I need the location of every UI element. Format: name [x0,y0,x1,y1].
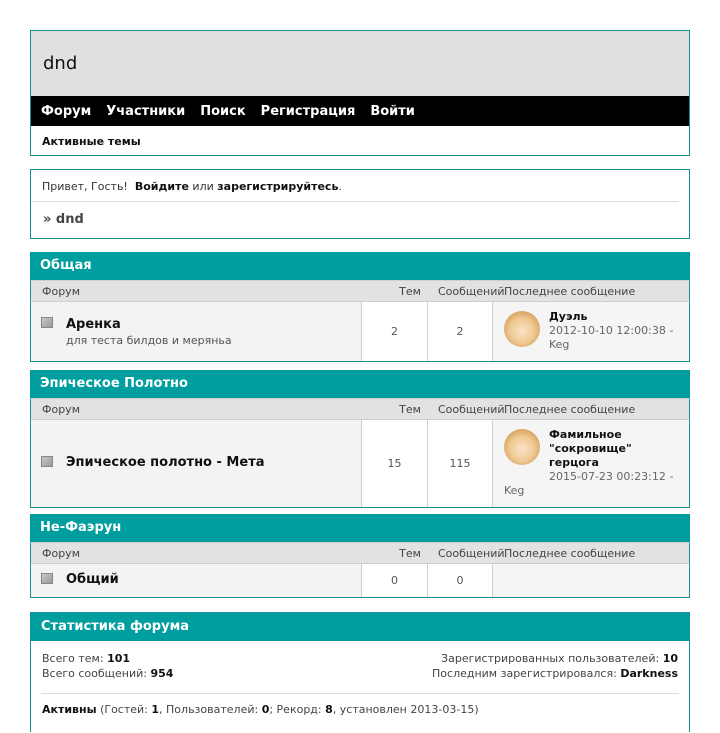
topics-count: 15 [362,420,428,507]
last-post-date: 2015-07-23 00:23:12 - [549,470,674,483]
col-last-post: Последнее сообщение [504,285,636,298]
category-epic [30,370,690,508]
posts-count: 0 [428,564,493,597]
total-topics-value: 101 [107,652,131,665]
last-post-cell [493,564,689,597]
column-header [30,280,690,302]
record-value: 8 [325,703,333,716]
last-post-cell [493,420,689,507]
guests-label: (Гостей: [100,703,148,716]
col-last-post: Последнее сообщение [504,547,636,560]
forum-stats [30,612,690,732]
col-posts: Сообщений [438,403,505,416]
category-non-faerun [30,514,690,598]
forum-name[interactable]: Эпическое полотно - Мета [66,455,265,470]
welcome-box [30,169,690,239]
column-header [30,398,690,420]
record-date-label: , установлен [332,703,407,716]
forum-status-icon [41,317,53,328]
col-topics: Тем [399,547,421,560]
forum-row [30,420,690,508]
forum-status-icon [41,456,53,467]
main-nav [31,96,689,126]
last-registered-label: Последним зарегистрировался: [432,667,617,680]
forum-status-icon [41,573,53,584]
forum-cell [31,564,362,597]
total-topics [42,652,130,665]
login-link[interactable]: Войдите [134,180,189,193]
last-post-title[interactable] [549,428,632,470]
stats-divider [41,693,679,694]
col-topics: Тем [399,403,421,416]
welcome-message [31,170,679,202]
nav-search[interactable]: Поиск [200,103,246,119]
registered-users [441,652,678,665]
register-link[interactable]: зарегистрируйтесь [217,180,339,193]
nav-forum[interactable]: Форум [41,103,92,119]
topics-count: 0 [362,564,428,597]
forum-header [30,30,690,156]
active-close: ) [474,703,479,716]
members-label: , Пользователей: [159,703,259,716]
total-posts-value: 954 [150,667,174,680]
greeting-text: Привет, Гость! [42,180,128,193]
total-posts-label: Всего сообщений: [42,667,147,680]
stats-body [31,641,689,733]
col-forum: Форум [42,403,80,416]
or-text: или [192,180,214,193]
column-header [30,542,690,564]
category-title[interactable]: Общая [30,252,690,280]
last-post-title-line: герцога [549,456,599,469]
col-posts: Сообщений [438,285,505,298]
active-topics-link[interactable]: Активные темы [42,135,141,148]
last-post-cell [493,302,689,361]
forum-cell [31,420,362,507]
record-date: 2013-03-15 [410,703,475,716]
registered-users-value: 10 [662,652,678,665]
last-post-title-line: "сокровище" [549,442,632,455]
col-forum: Форум [42,285,80,298]
stats-title: Статистика форума [31,613,689,641]
breadcrumb[interactable]: » dnd [43,212,84,227]
last-post-title-line: Фамильное [549,428,622,441]
category-title[interactable]: Эпическое Полотно [30,370,690,398]
registered-users-label: Зарегистрированных пользователей: [441,652,660,665]
col-forum: Форум [42,547,80,560]
forum-row [30,302,690,362]
welcome-end: . [338,180,342,193]
last-post-date: 2012-10-10 12:00:38 - [549,324,674,337]
avatar[interactable] [504,311,540,347]
forum-description: для теста билдов и меряньа [66,334,232,347]
forum-cell [31,302,362,361]
total-posts [42,667,173,680]
category-title[interactable]: Не-Фаэрун [30,514,690,542]
total-topics-label: Всего тем: [42,652,104,665]
forum-row [30,564,690,598]
site-title[interactable]: dnd [31,31,689,96]
col-posts: Сообщений [438,547,505,560]
nav-register[interactable]: Регистрация [260,103,356,119]
posts-count: 2 [428,302,493,361]
topics-count: 2 [362,302,428,361]
record-label: ; Рекорд: [269,703,322,716]
last-post-title[interactable]: Дуэль [549,310,588,323]
category-general [30,252,690,362]
active-users [42,703,479,716]
col-last-post: Последнее сообщение [504,403,636,416]
avatar[interactable] [504,429,540,465]
members-value: 0 [261,703,270,716]
nav-members[interactable]: Участники [106,103,186,119]
last-registered-user[interactable]: Darkness [620,667,678,680]
last-registered [432,667,678,680]
last-post-user[interactable]: Keg [549,338,570,351]
forum-name[interactable]: Общий [66,572,119,587]
active-label[interactable]: Активны [42,703,97,716]
posts-count: 115 [428,420,493,507]
last-post-user[interactable]: Keg [504,484,525,497]
forum-name[interactable]: Аренка [66,317,121,332]
col-topics: Тем [399,285,421,298]
guests-value: 1 [151,703,160,716]
nav-login[interactable]: Войти [370,103,415,119]
